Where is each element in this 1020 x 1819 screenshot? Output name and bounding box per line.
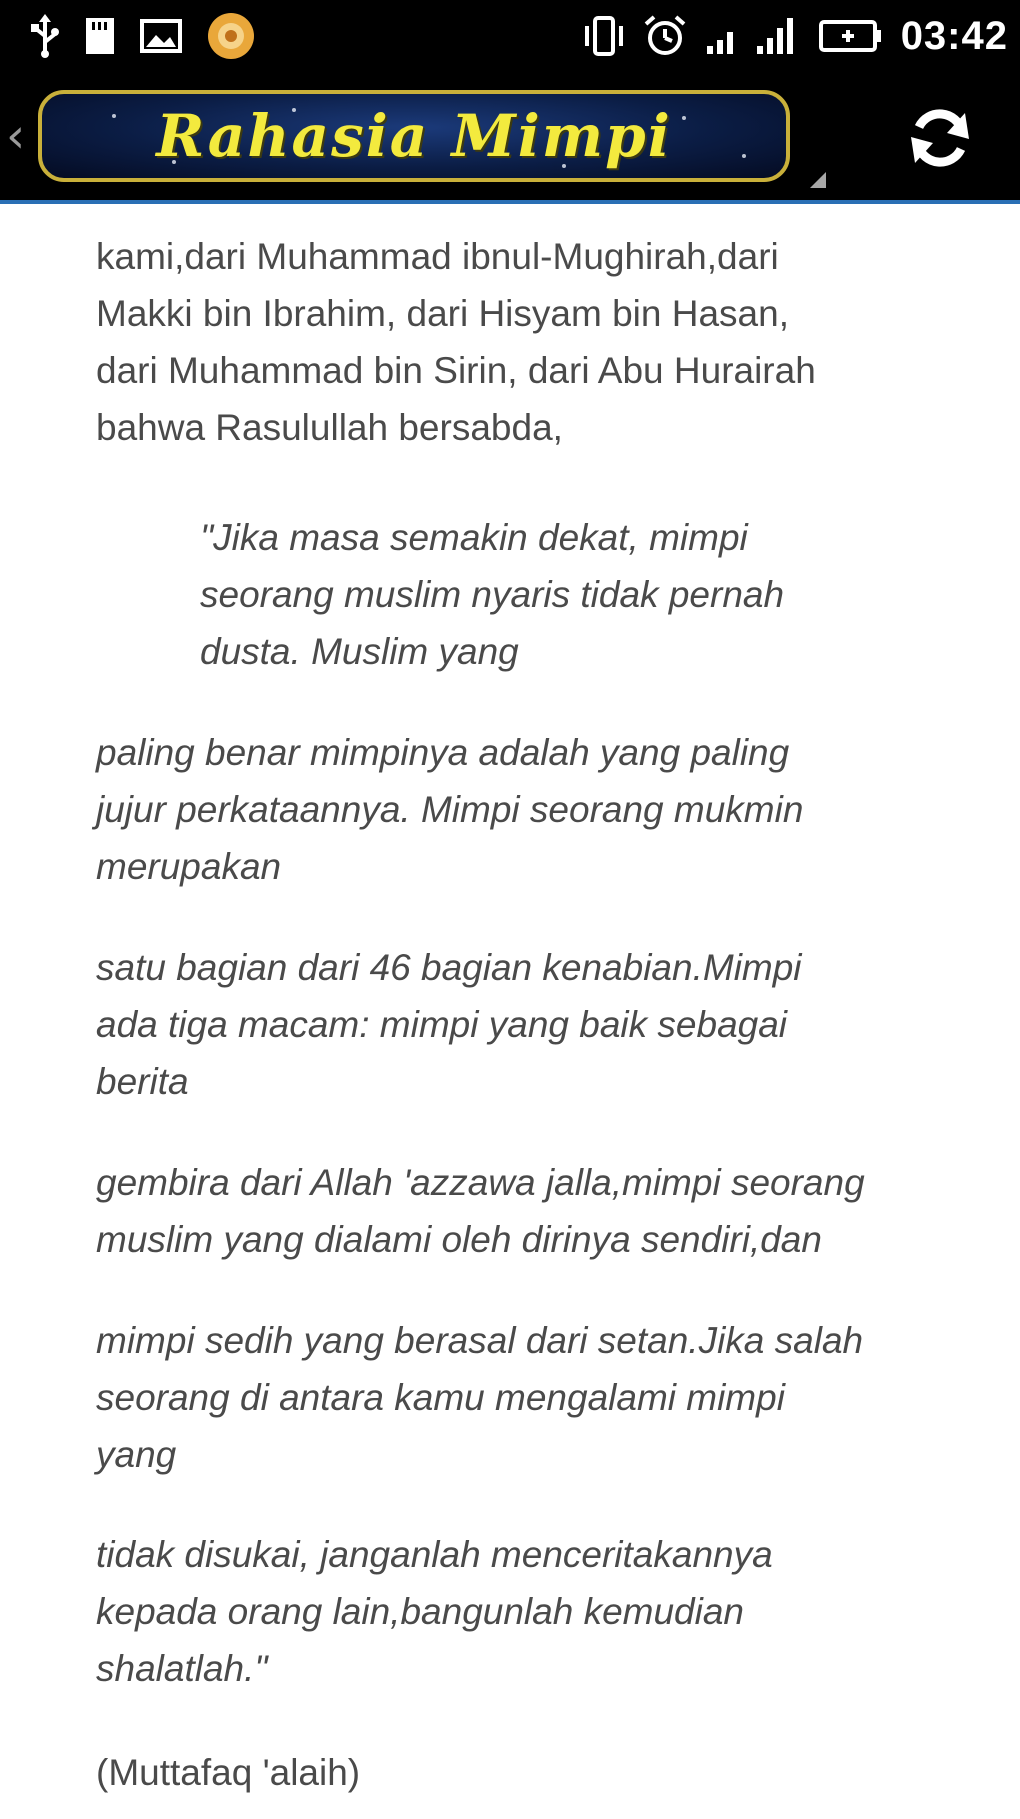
quote-part-5: tidak disukai, janganlah menceritakannya kepada orang lain,bangunlah kemudian shalatlah." — [96, 1534, 773, 1689]
status-bar-left — [30, 8, 256, 64]
quote-part-2: satu bagian dari 46 bagian kenabian.Mimpi ada tiga macam: mimpi yang baik sebagai berita — [96, 947, 802, 1102]
hadith-source: (Muttafaq 'alaih) — [96, 1752, 361, 1793]
status-bar-right — [583, 8, 1008, 64]
battery-charging-icon — [819, 19, 883, 53]
alarm-icon — [643, 14, 687, 58]
status-time: 03:42 — [900, 13, 1008, 58]
image-icon — [140, 19, 182, 53]
quote-part-4: mimpi sedih yang berasal dari setan.Jika salah seorang di antara kamu mengalami mimpi yang — [96, 1320, 864, 1475]
status-bar — [0, 0, 1020, 72]
chevron-left-icon[interactable]: ‹ — [6, 108, 26, 164]
action-bar — [0, 72, 1020, 202]
usb-icon — [30, 14, 60, 58]
quote-part-1: paling benar mimpinya adalah yang paling jujur perkataannya. Mimpi seorang mukmin merupakan — [96, 732, 804, 887]
app-title: Rahasia Mimpi — [156, 102, 672, 170]
refresh-button[interactable] — [902, 100, 978, 176]
quote-opening: "Jika masa semakin dekat, mimpi seorang muslim nyaris tidak pernah dusta. Muslim yang — [200, 517, 785, 672]
signal-icon — [705, 16, 801, 56]
overflow-indicator-icon — [810, 172, 826, 188]
app-notification-icon — [206, 11, 256, 61]
quote-part-3: gembira dari Allah 'azzawa jalla,mimpi seorang muslim yang dialami oleh dirinya sendiri,dan — [96, 1162, 865, 1260]
refresh-icon — [905, 103, 975, 173]
article-intro: kami,dari Muhammad ibnul-Mughirah,dari Makki bin Ibrahim, dari Hisyam bin Hasan, dari Muhammad bin Sirin, dari Abu Hurairah bahwa Rasulullah bersabda, — [96, 236, 816, 448]
vibrate-icon — [583, 14, 625, 58]
app-title-banner[interactable] — [38, 90, 790, 182]
article-content[interactable] — [0, 204, 1020, 1819]
sd-card-icon — [84, 16, 116, 56]
